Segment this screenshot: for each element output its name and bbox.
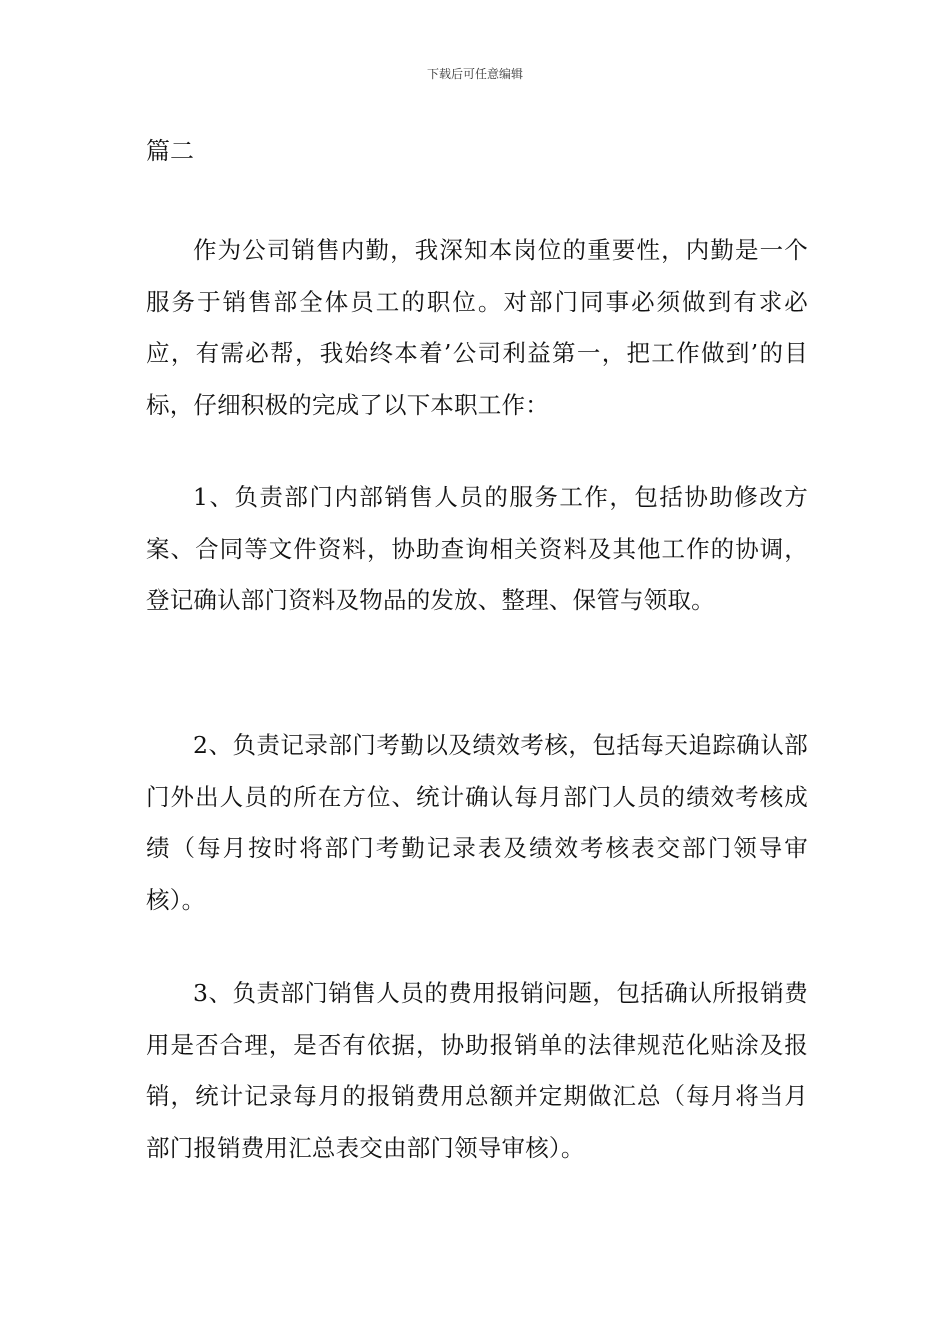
- section-heading: 篇二: [146, 137, 194, 165]
- paragraph-item-3: 3、负责部门销售人员的费用报销问题，包括确认所报销费用是否合理，是否有依据，协助报销单的法律规范化贴涂及报销，统计记录每月的报销费用总额并定期做汇总（每月将当月部门报销费用汇总表交由部门领导审核）。: [146, 979, 808, 1162]
- paragraph-item-2: 2、负责记录部门考勤以及绩效考核，包括每天追踪确认部门外出人员的所在方位、统计确认每月部门人员的绩效考核成绩（每月按时将部门考勤记录表及绩效考核表交部门领导审核）。: [146, 731, 808, 914]
- paragraph-intro: 作为公司销售内勤，我深知本岗位的重要性，内勤是一个服务于销售部全体员工的职位。对部门同事必须做到有求必应，有需必帮，我始终本着’公司利益第一，把工作做到’的目标，仔细积极的完成了以下本职工作：: [146, 236, 808, 419]
- paragraph-item-1: 1、负责部门内部销售人员的服务工作，包括协助修改方案、合同等文件资料，协助查询相关资料及其他工作的协调，登记确认部门资料及物品的发放、整理、保管与领取。: [146, 483, 808, 614]
- page-header-note: 下载后可任意编辑: [426, 67, 523, 81]
